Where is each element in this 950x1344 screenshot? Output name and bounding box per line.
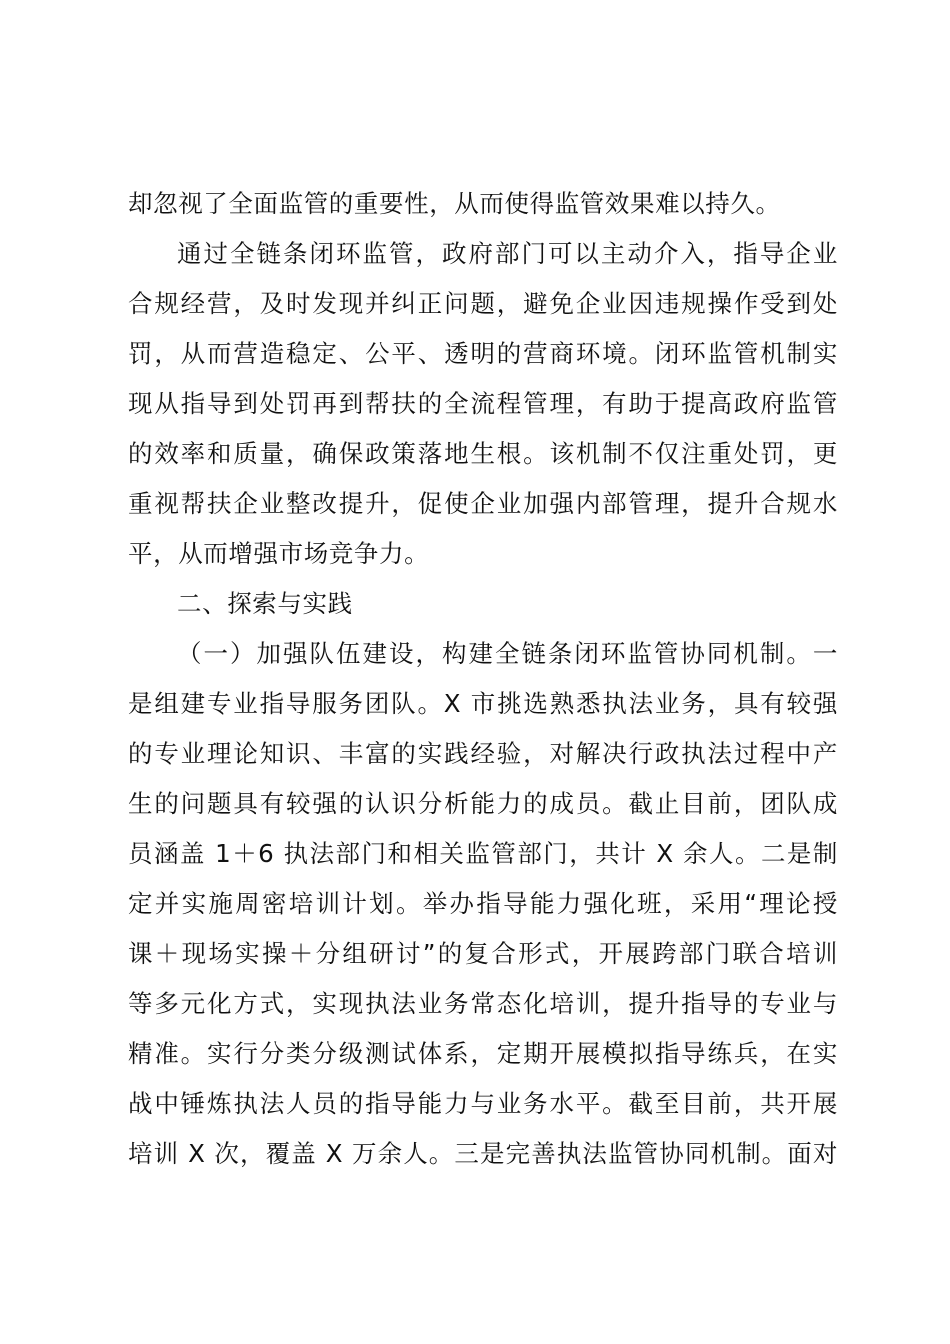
text-line: 的专业理论知识、丰富的实践经验，对解决行政执法过程中产 (128, 739, 838, 768)
text-line: 罚，从而营造稳定、公平、透明的营商环境。闭环监管机制实 (128, 339, 838, 368)
text-line: 合规经营，及时发现并纠正问题，避免企业因违规操作受到处 (128, 289, 838, 318)
text-line: 战中锤炼执法人员的指导能力与业务水平。截至目前，共开展 (128, 1089, 838, 1118)
text-line: 却忽视了全面监管的重要性，从而使得监管效果难以持久。 (128, 189, 781, 218)
text-line: 定并实施周密培训计划。举办指导能力强化班，采用“理论授 (128, 889, 838, 918)
subsection-heading-line: （一）加强队伍建设，构建全链条闭环监管协同机制。一 (177, 639, 838, 668)
text-line: 现从指导到处罚再到帮扶的全流程管理，有助于提高政府监管 (128, 389, 838, 418)
text-line: 课＋现场实操＋分组研讨”的复合形式，开展跨部门联合培训 (128, 939, 838, 968)
text-line: 平，从而增强市场竞争力。 (128, 539, 430, 568)
text-line: 生的问题具有较强的认识分析能力的成员。截止目前，团队成 (128, 789, 838, 818)
text-line: 精准。实行分类分级测试体系，定期开展模拟指导练兵，在实 (128, 1039, 838, 1068)
text-line: 员涵盖 1＋6 执法部门和相关监管部门，共计 X 余人。二是制 (128, 839, 838, 868)
text-line: 培训 X 次，覆盖 X 万余人。三是完善执法监管协同机制。面对 (128, 1139, 838, 1168)
text-line: 的效率和质量，确保政策落地生根。该机制不仅注重处罚，更 (128, 439, 838, 468)
section-heading: 二、探索与实践 (177, 589, 353, 618)
paragraph-first-line: 通过全链条闭环监管，政府部门可以主动介入，指导企业 (177, 239, 838, 268)
text-line: 等多元化方式，实现执法业务常态化培训，提升指导的专业与 (128, 989, 838, 1018)
text-line: 是组建专业指导服务团队。X 市挑选熟悉执法业务，具有较强 (128, 689, 838, 718)
text-line: 重视帮扶企业整改提升，促使企业加强内部管理，提升合规水 (128, 489, 838, 518)
